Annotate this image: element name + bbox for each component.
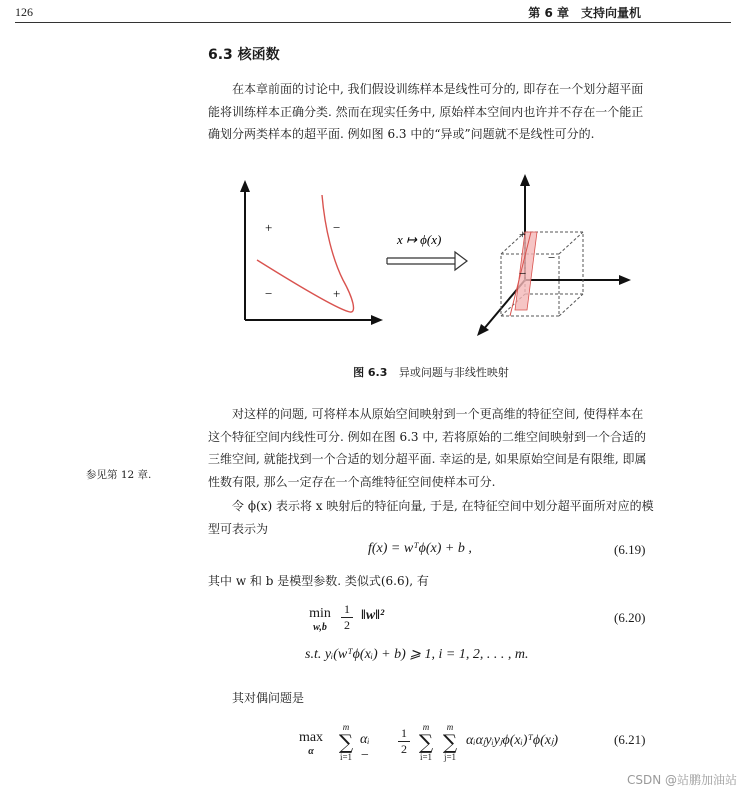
eq621-sum1-bot: i=1 — [339, 752, 353, 762]
chapter-title: 第 6 章 支持向量机 — [528, 6, 641, 20]
section-title: 6.3 核函数 — [208, 47, 280, 63]
eq620-frac-den: 2 — [344, 618, 350, 632]
eq620-min: min — [309, 606, 331, 621]
left-axes — [240, 180, 383, 325]
page-number: 126 — [15, 5, 33, 19]
caption-text: 异或问题与非线性映射 — [398, 366, 509, 379]
eq621-sum3-bot: j=1 — [443, 752, 457, 762]
paragraph-params: 其中 w 和 b 是模型参数. 类似式(6.6), 有 — [208, 574, 429, 588]
figure-xor-mapping — [225, 170, 645, 345]
equation-number-6-20: (6.20) — [614, 610, 646, 625]
eq621-sub: α — [308, 746, 314, 757]
sum-symbol: ∑ — [338, 730, 354, 754]
eq620-sub: w,b — [313, 622, 327, 633]
left-sign-minus-top: − — [333, 220, 341, 235]
paragraph-mapping: 对这样的问题, 可将样本从原始空间映射到一个更高维的特征空间, 使得样本在这个特征空间内线性可分. 例如在图 6.3 中, 若将原始的二维空间映射到一个合适的三维空间, 就能找到一个合适的划分超平面. 幸运的是, 如果原始空间是有限维, 即属性数有限, 那么一定存在一个高维特征空间使样本可分. — [208, 407, 647, 489]
eq621-sum-1 — [334, 722, 358, 762]
equation-6-19: f(x) = wᵀϕ(x) + b , — [368, 541, 472, 556]
eq621-frac-num: 1 — [401, 726, 407, 740]
sum-symbol: ∑ — [442, 730, 458, 754]
watermark: CSDN @站鹏加油站 — [626, 773, 737, 787]
paragraph-intro: 在本章前面的讨论中, 我们假设训练样本是线性可分的, 即存在一个划分超平面能将训练样本正确分类. 然而在现实任务中, 原始样本空间内也许并不存在一个能正确划分两类样本的超平面. 例如图 6.3 中的“异或”问题就不是线性可分的. — [208, 82, 644, 141]
eq621-sum1-top: m — [342, 722, 350, 732]
mapping-label: x ↦ ϕ(x) — [397, 232, 442, 247]
eq621-max-operator — [296, 730, 326, 757]
eq621-sum2-bot: i=1 — [419, 752, 433, 762]
left-sign-minus-bottom: − — [265, 286, 273, 301]
equation-number-6-19: (6.19) — [614, 542, 646, 557]
right-sign-minus-bottom: − — [519, 266, 527, 281]
eq621-sum-3 — [438, 722, 462, 762]
left-sign-plus-top: + — [265, 220, 273, 235]
mapping-arrow — [387, 252, 467, 270]
equation-number-6-21: (6.21) — [614, 732, 646, 747]
right-sign-plus: + — [519, 227, 526, 241]
eq620-objective: ‖w‖² — [361, 608, 385, 623]
paragraph-feature-vector: 令 ϕ(x) 表示将 x 映射后的特征向量, 于是, 在特征空间中划分超平面所对应的模型可表示为 — [208, 499, 654, 536]
paragraph-dual: 其对偶问题是 — [232, 691, 305, 705]
right-sign-minus-top: − — [548, 250, 556, 265]
eq620-min-operator — [305, 606, 335, 633]
eq621-sum-2 — [414, 722, 438, 762]
eq621-fraction — [398, 726, 410, 757]
eq620-fraction — [341, 602, 353, 633]
eq620-constraint: s.t. yᵢ(wᵀϕ(xᵢ) + b) ⩾ 1, i = 1, 2, . . . , m. — [305, 647, 529, 662]
eq621-max: max — [298, 730, 324, 745]
header-rule — [15, 22, 731, 23]
eq621-term2: αᵢαⱼyᵢyⱼϕ(xᵢ)ᵀϕ(xⱼ) — [466, 733, 559, 748]
eq621-frac-den: 2 — [401, 742, 407, 756]
caption-label: 图 6.3 — [353, 366, 388, 379]
left-sign-plus-bottom: + — [333, 286, 341, 301]
eq621-sum3-top: m — [446, 722, 454, 732]
figure-caption — [208, 364, 654, 380]
eq620-frac-num: 1 — [344, 602, 350, 616]
sum-symbol: ∑ — [418, 730, 434, 754]
margin-note: 参见第 12 章. — [86, 469, 152, 481]
eq621-sum2-top: m — [422, 722, 430, 732]
eq621-term1: αᵢ − — [360, 732, 370, 763]
